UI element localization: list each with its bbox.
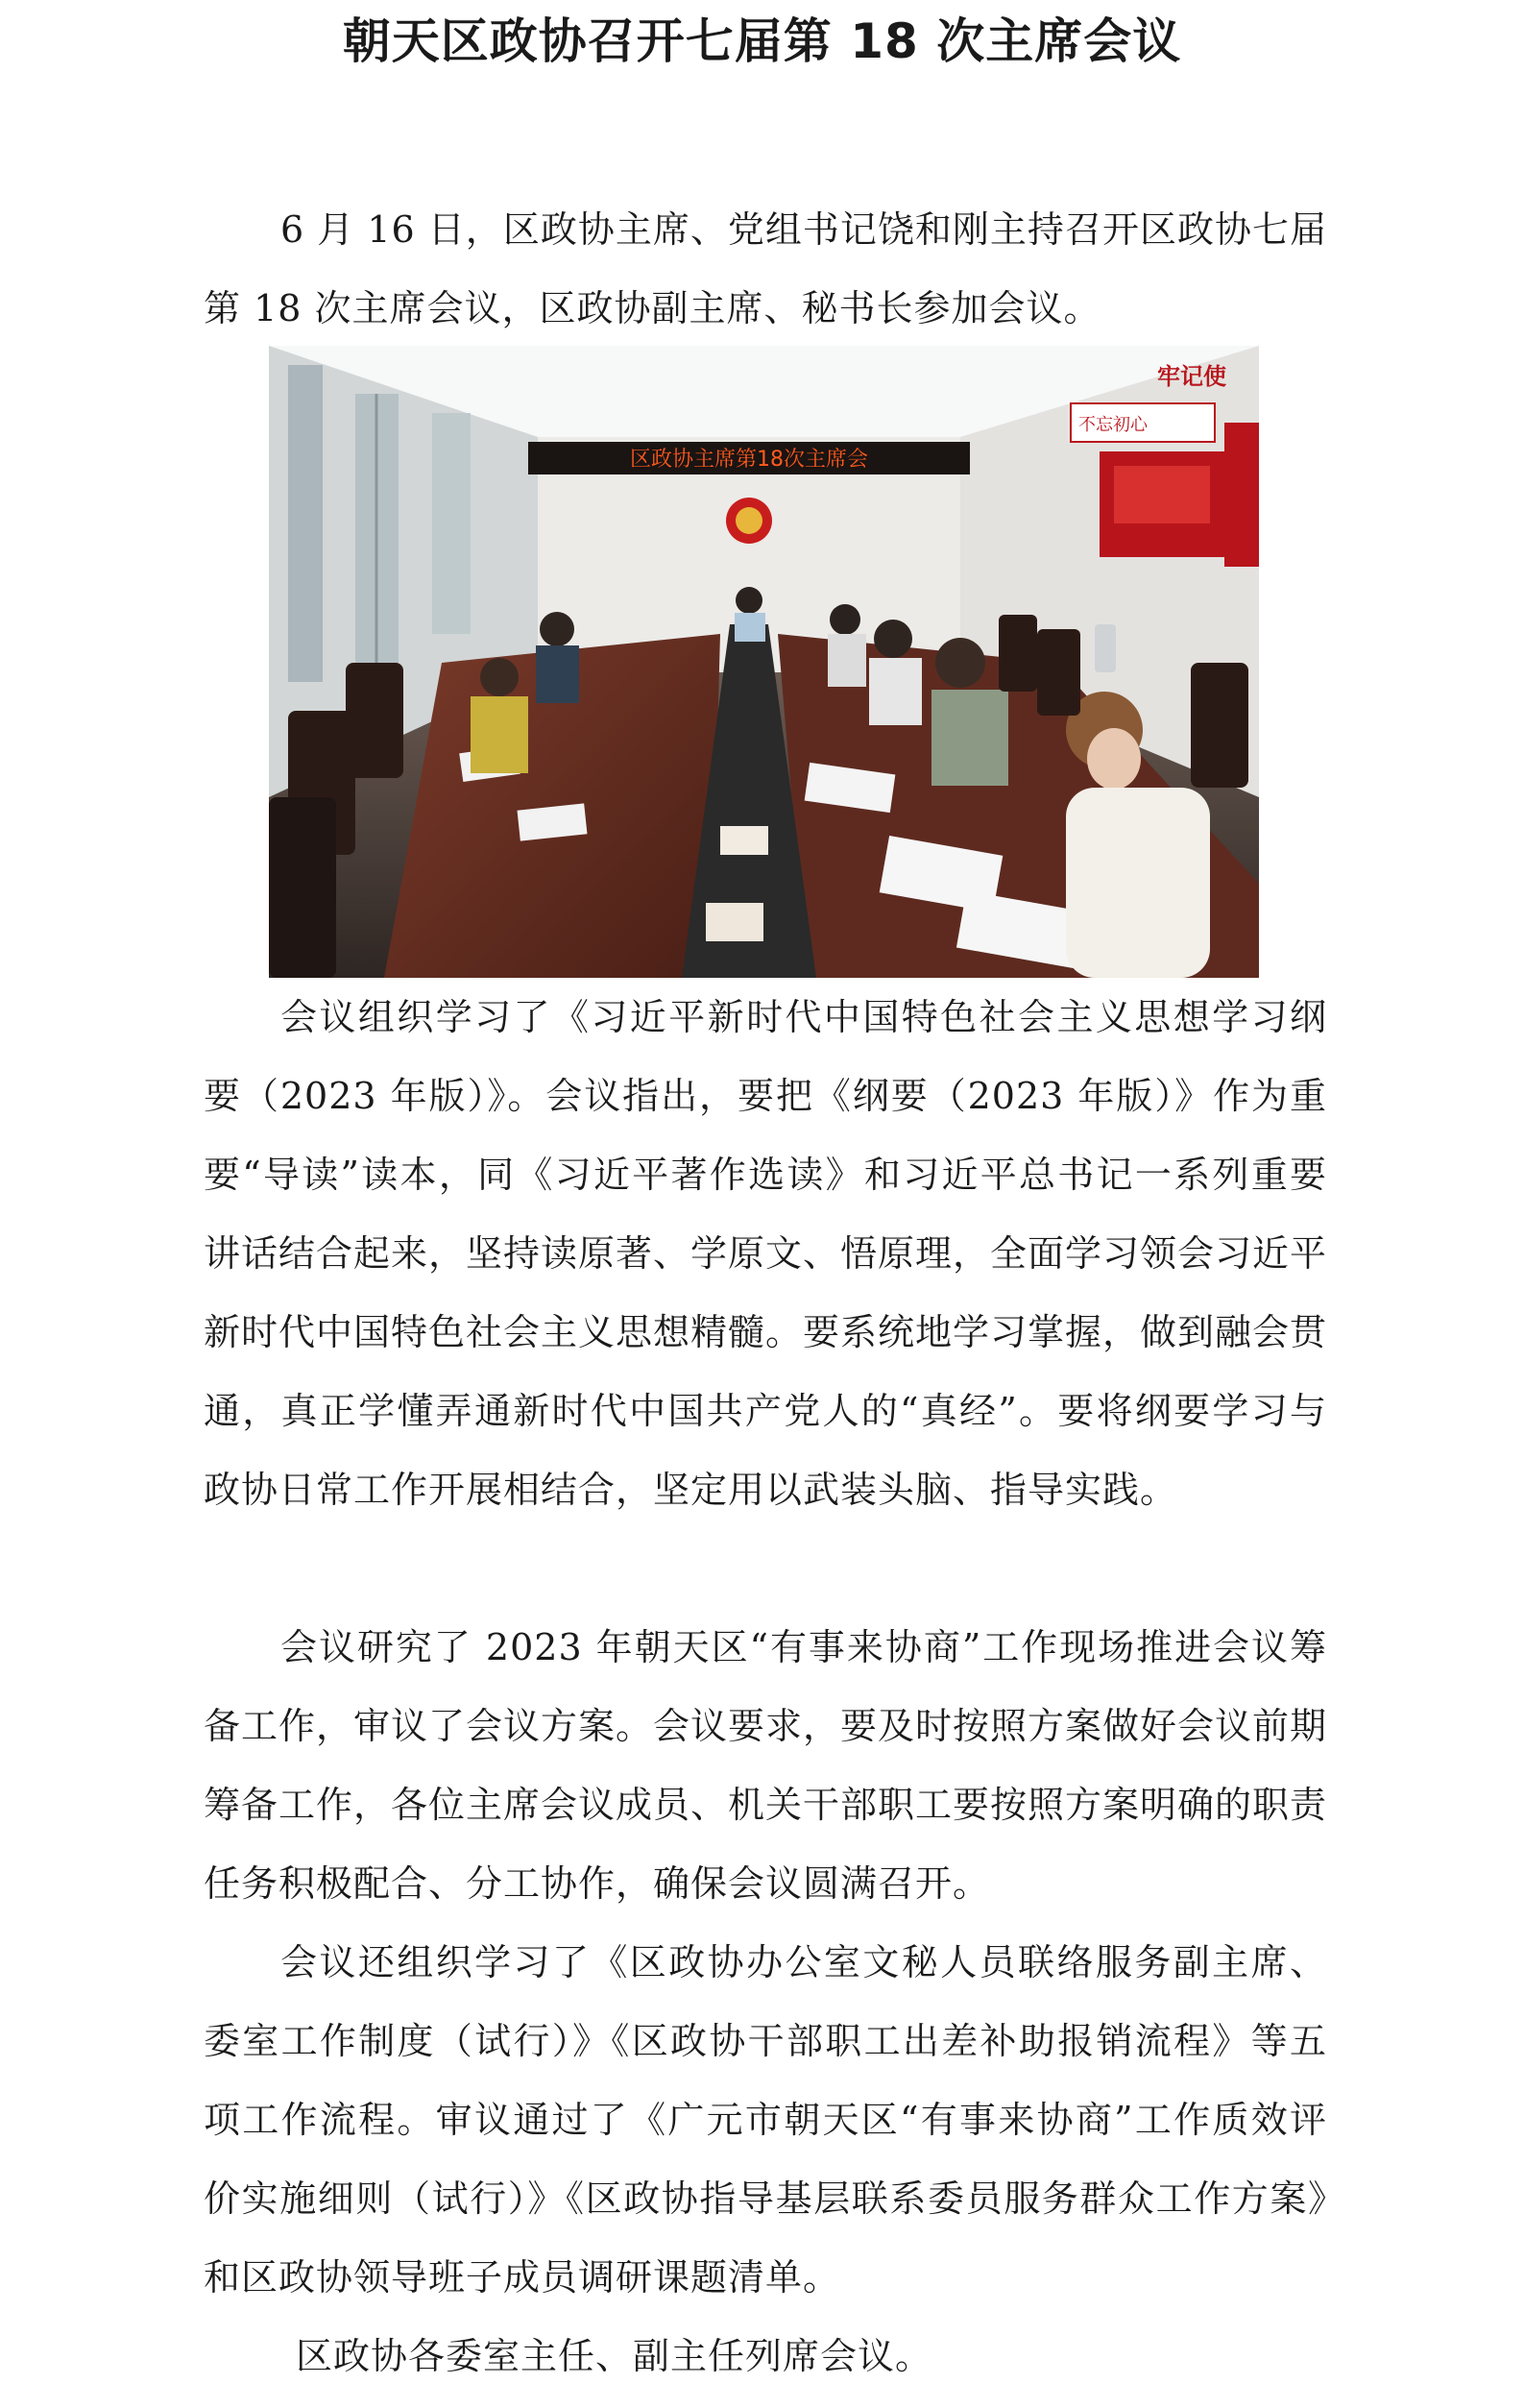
article-title: 朝天区政协召开七届第 18 次主席会议 — [342, 13, 1182, 69]
meeting-photo — [269, 346, 1259, 978]
paragraph-1: 6 月 16 日，区政协主席、党组书记饶和刚主持召开区政协七届第 18 次主席会议，区政协副主席、秘书长参加会议。 — [204, 208, 1327, 329]
paragraph-4: 会议还组织学习了《区政协办公室文秘人员联络服务副主席、委室工作制度（试行）》《区政协干部职工出差补助报销流程》等五项工作流程。审议通过了《广元市朝天区“有事来协商”工作质效评价实施细则（试行）》《区政协指导基层联系委员服务群众工作方案》和区政协领导班子成员调研课题清单。 — [204, 1941, 1327, 2299]
wall-slogan-1: 不忘初心 — [1078, 415, 1148, 435]
paragraph-3: 会议研究了 2023 年朝天区“有事来协商”工作现场推进会议筹备工作，审议了会议方案。会议要求，要及时按照方案做好会议前期筹备工作，各位主席会议成员、机关干部职工要按照方案明确的职责任务积极配合、分工协作，确保会议圆满召开。 — [204, 1626, 1328, 1905]
paragraph-5: 区政协各委室主任、副主任列席会议。 — [296, 2335, 933, 2377]
paragraph-2: 会议组织学习了《习近平新时代中国特色社会主义思想学习纲要（2023 年版）》。会议指出，要把《纲要（2023 年版）》作为重要“导读”读本，同《习近平著作选读》和习近平总书记一系列重要讲话结合起来，坚持读原著、学原文、悟原理，全面学习领会习近平新时代中国特色社会主义思想精髓。要系统地学习掌握，做到融会贯通，真正学懂弄通新时代中国共产党人的“真经”。要将纲要学习与政协日常工作开展相结合，坚定用以武装头脑、指导实践。 — [204, 996, 1328, 1511]
banner-text: 区政协主席第18次主席会 — [630, 448, 868, 472]
wall-slogan-2: 牢记使 — [1157, 363, 1226, 390]
